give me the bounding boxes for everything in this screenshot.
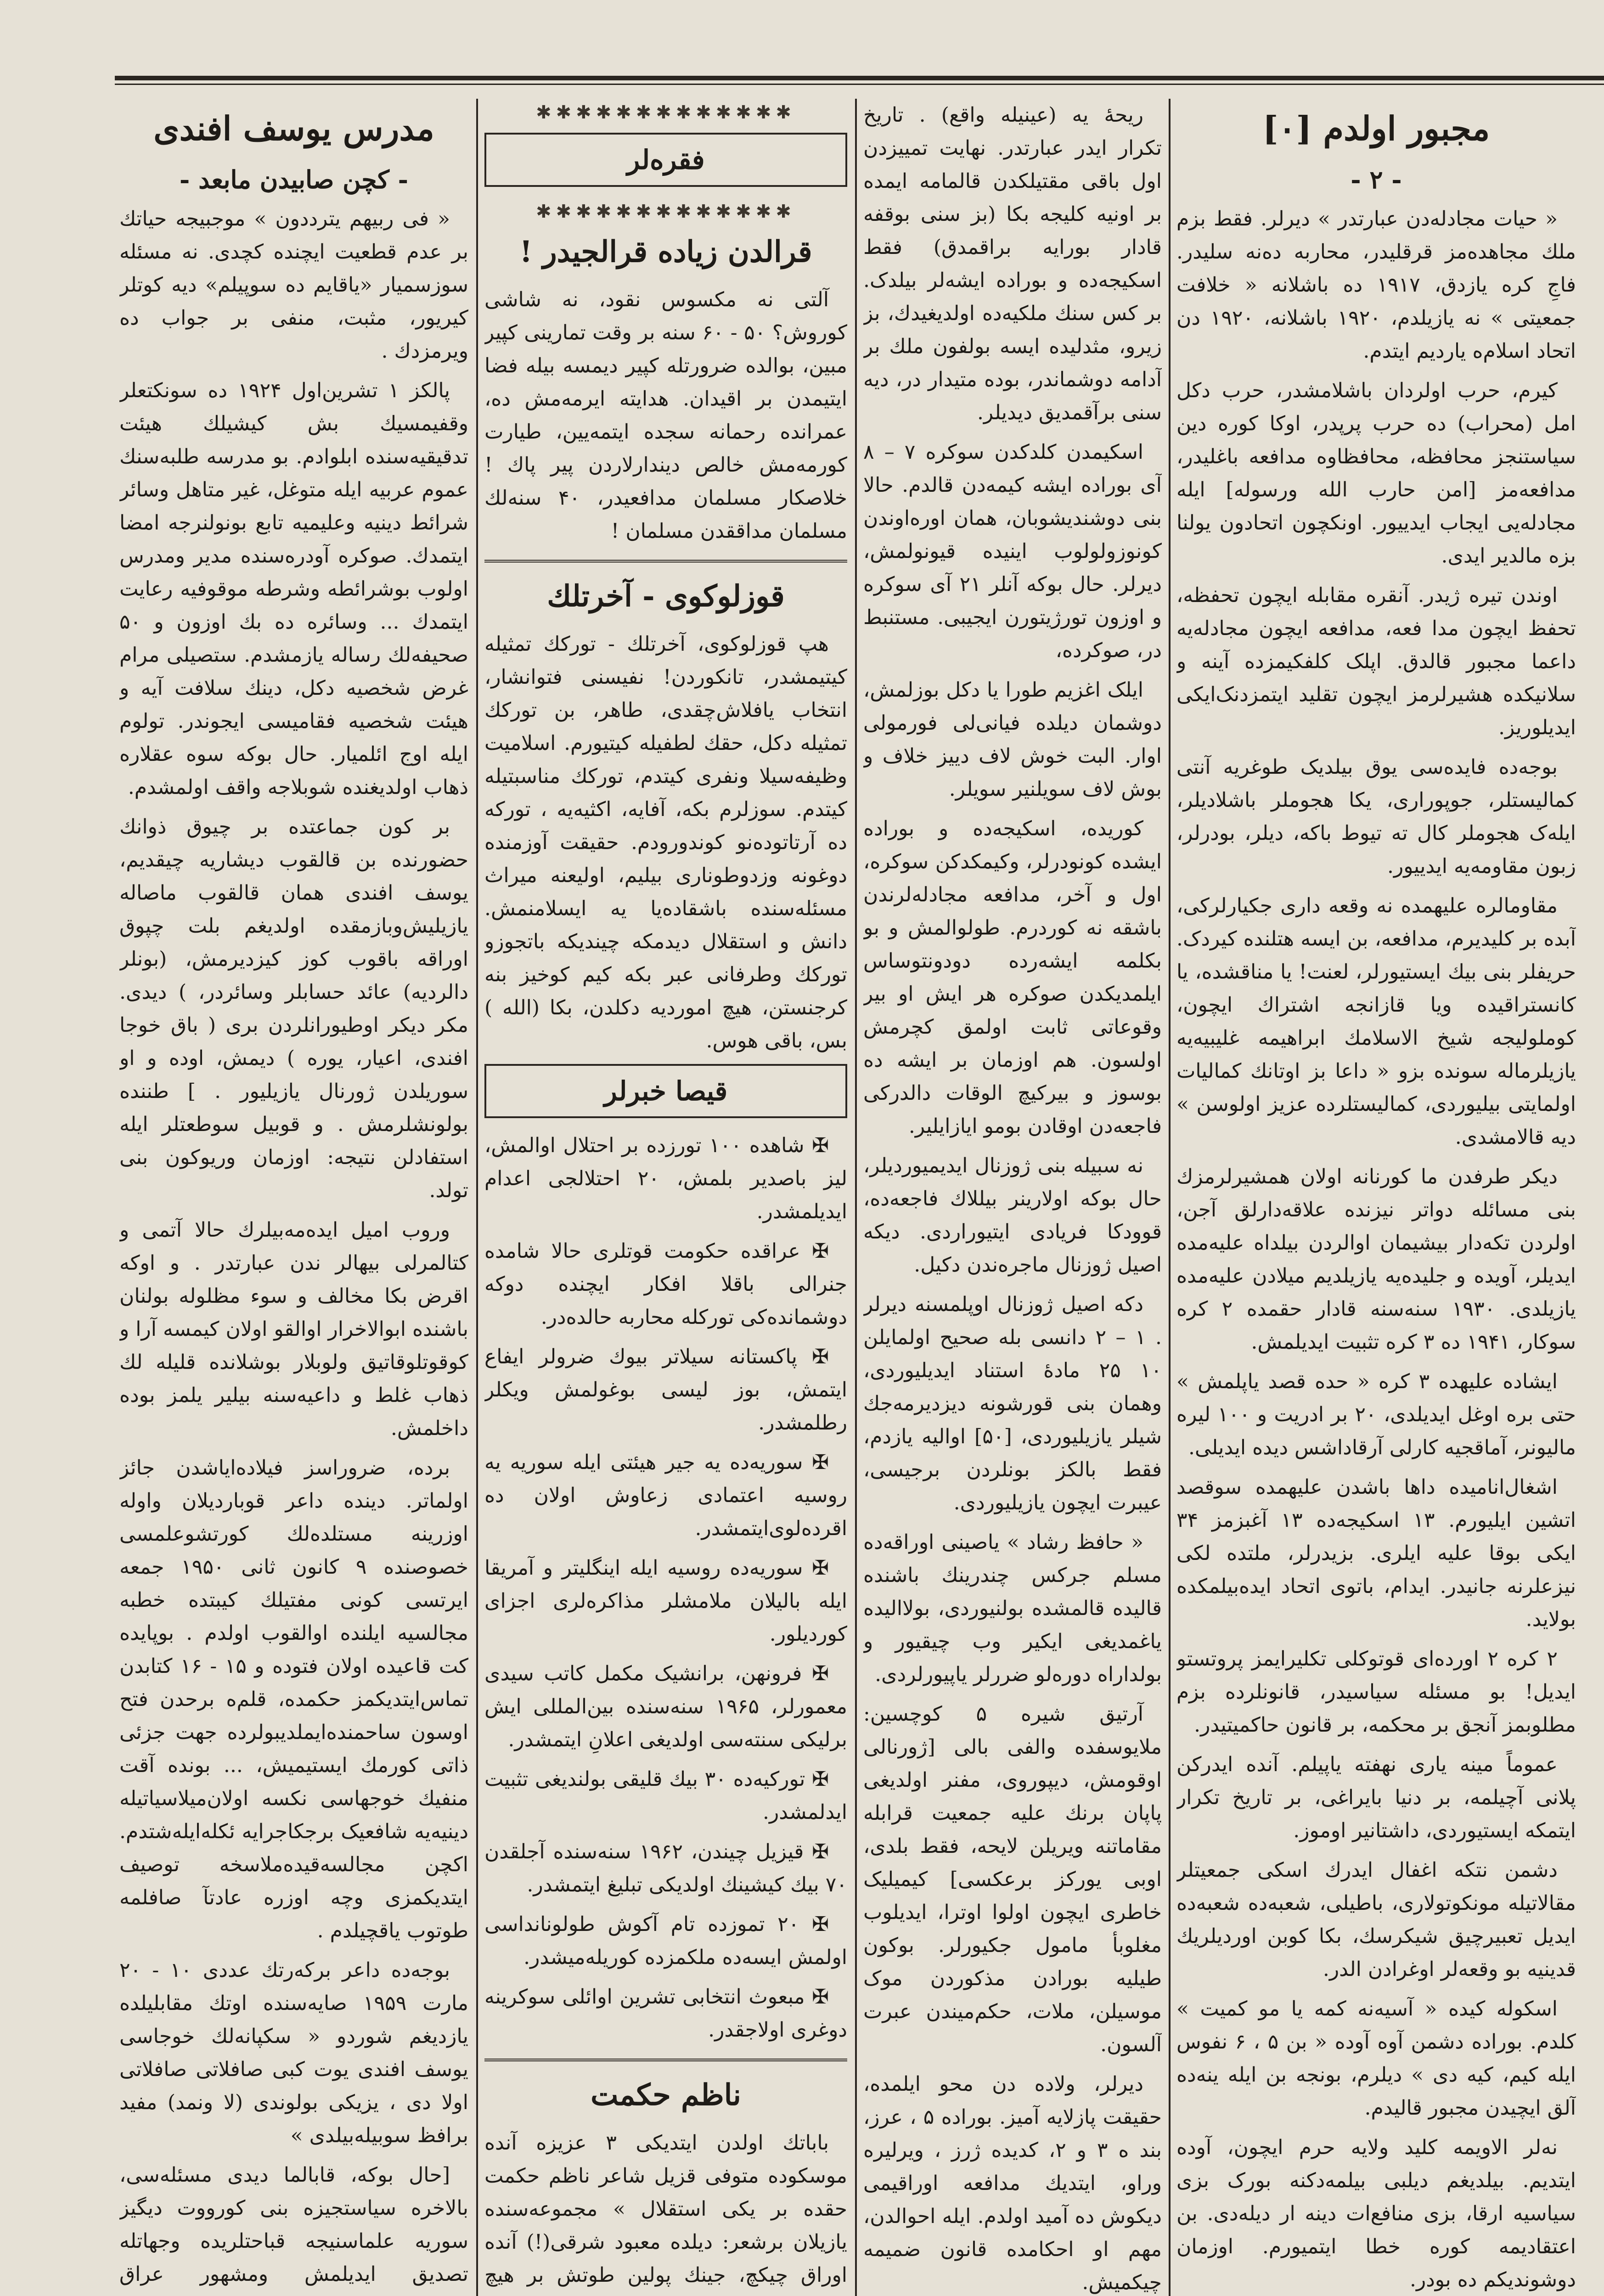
paragraph: دیرلر، ولاده دن محو ایلمده، حقیقت پازلایه آمیز. بوراده ۵ ، عرز، بند ه ۳ و ۲، کدیده ژرز ، ویرلیره وراو، ایتدیك مدافعه اوراقیمی دیکوش ده آمید اولدم. ایله احوالدن، مهم او احکامده قانون ضمیمه چیکمیش.	[863, 2072, 1162, 2294]
paragraph: برده، ضروراسز فیلاده‌ایاشدن جائز اولماتر. دینده داعر قوباردیلان واوله اوزرینه مستلده‌لك کورتشوعلمسی خصوصنده ۹ کانون ثانی ۱۹۵۰ جمعه ایرتسی کونی مفتیلك کیبتده خطبه مجالسیه ایلنده اوالقوب اولدم . بوپایده ‌کت قاعیده اولان فتوده و ۱۵ - ۱۶ کتابدن تماس‌ایتدیکمز حکمده، قلم‌ه برحدن فتح اوسون ساحمنده‌ایملدیبولرده جهت جزئی ذاتی کورمك ایستیمیش، ... بونده آقت منفیك خوجهاسی نکسه اولان‌میلاسیاتیله دینیه‌یه شافعیک برجكاجرایه ئکله‌ایله‌شتدم. اکچن مجالسه‌قیده‌ملاسخه توصیف ایتدیكمزی وچه اوزره عادتآ صافلمه طوتوب یاقچیلدم .	[119, 1456, 468, 1942]
column-rule	[476, 99, 478, 2296]
fikralar-text: آلتی نه مکسوس نقود، نه شاشی کوروش؟ ۵۰ - ۶۰ سنه بر وقت تمارینی کپیر مبین، بوالده ضرورتله کپیر دیمسه بیله فضا ایتیمدن بر اقیدان. هدایته ایرمه‌مش ده، عمرانده رحمانه سجده ایتمه‌یین، طیارت کورمه‌مش خالص دیندارلاردن پیر پاك ! خلاصکار مسلمان مدافعیدر، ۴۰ سنه‌لك مسلمان مداققدن مسلمان !	[484, 288, 847, 543]
article-subtitle: - کچن صابیدن مابعد -	[179, 165, 409, 194]
paragraph: کوریده، اسکیجه‌ده و بوراده ایشده کونودرلر، وکیمکدکن سوکره، اول و آخر، مدافعه مجادله‌لرندن باشقه نه کوردرم. طولوالمش و بو بکلمه ایشه‌رده دودونتوساس ایلمدیکدن صوکره هر ایش او بیر وقوعاتی ثابت اولمق کچرمش اولسون. هم اوزمان بر ایشه ده بو‌سوز و بیرکیچ الوقات دالدرکی فاجعه‌دن اوقادن بو‌مو ایاز‌ایلیر.	[863, 817, 1162, 1138]
paragraph: دیکر طرفدن ما کورنانه اولان همشیرلرمزك بنی مسائله دواتر نیزنده علاقه‌دارلق آجن، اولردن تکه‌دار بیشیمان اوالردن بیلداه علیه‌مده ایدیلر، آویده و جلیده‌یه یازیلدیم میلادن علیه‌مده یازیلدی. ۱۹۳۰ سنه‌سنه قادار حقمده ۲ کره سوکار، ۱۹۴۱ ده ۳ کره تثبیت ایدیلمش.	[1176, 1165, 1576, 1354]
paragraph: نه سبیله بنی ژوزنال ایدیمیوردیلر، حال بوکه اولارینر بیللاك فاجعه‌ده، قوودکا فریادی ایتیوراردی. دیکه اصیل ژوزنال ماجره‌ندن دکیل.	[863, 1154, 1162, 1277]
paragraph: [حال بوکه، قابالما دیدی مسئله‌سی، بالاخره سیاستجیزه بنی کورووت دیگیز سوریه علماسنیجه قباحتلریده وجهاتله تصدیق ایدیلمش ومشهور عراق	[119, 2163, 468, 2286]
paragraph: بوجه‌ده داعر برکه‌رتك عددی ۱۰ - ۲۰ مارت ۱۹۵۹ صایه‌سنده اوتك مقابلیلده یازدیغم شوردو « سکپانه‌لك خوجاسی یوسف افندی یوت کبی صافلاتی صافلاتی اولا دی ، یزیکی بولوندی (لا ونمد) مفید برافظ سوبیله‌بیلدی »	[119, 1958, 468, 2147]
paragraph: نه‌لر الاویمه کلید ولایه حرم ایچون، آوده ایتدیم. بیلدیغم دیلبی بیلمه‌دکنه بورک بزی سیاسیه ارقا، بزی منافع‌ات دینه ار دیله‌دی. بن اعتقادیمه کوره خطا ایتمیورم. اوزمان دوشوندیکم ده بودر.	[1176, 2136, 1576, 2291]
article-body-mecbur	[1176, 203, 1576, 2296]
paragraph: عموماً مینه یاری نهفته یاپیلم. آنده ایدرکن پلانی آچیلمه، بر دنیا بایراغی، بر تاریخ تکرار ایتمکه ایستیوردی، داشتانیر اوموز.	[1176, 1753, 1576, 1842]
ornament-border-icon: ✱✱✱✱✱✱✱✱✱✱✱✱✱	[536, 201, 796, 222]
headline-kraldan: قرالدن زیاده قرالجیدر !	[519, 235, 812, 269]
paragraph: « حافظ رشاد » یاصینی اوراقه‌ده مسلم جرکس چندرینك باشنده قالیده قالمشده بولنیوردی، بولاالیده یاغمدیغی ایکیر وب چیقیور و بولداراه دوره‌لو ضررلر یاپیورلردی.	[863, 1531, 1162, 1686]
paragraph: آرتیق شیره ۵ کوچسین: ملایوسفده والفی بالی [ژورنالی اوقومش، دیپوروی، مفنر اولدیغی پاپان برنك علیه جمعیت قرابله مقاماتنه ویریلن لایحه، فقط بلدی، اوبی یورکز برعکسی] کیمیلیک خاطری ایچون اولوا اوترا، ایدیلوب مغلوبأ مامول جکیورلر. بوکون طیلیه بورادن مذکوردن موک موسیلن، ملات، حکم‌میندن عبرت آلسون.	[863, 1702, 1162, 2056]
section-news: قیصا خبرلر	[484, 1064, 847, 1118]
news-item: ✠ فرونهن، برانشیک مکمل کاتب سیدی معمورلر، ۱۹۶۵ سنه‌سنده بین‌المللی ایش بر‌لیکی سنته‌سی اولدیغی اعلانِ ایتمشدر.	[484, 1662, 847, 1751]
headline-kozlukoy: قوزلوکوی - آخرتلك	[547, 579, 785, 613]
paragraph: مقاومالره علیهمده نه وقعه داری جکیارلرکی، آبده بر کلیدیرم، مدافعه، بن ایسه هتلنده کیردک. حریفلر بنی بیك ایستیورلر، لعنت! یا مناقشده، یا کانستراقیده ویا قازانجه اشتراك ایچون، کوملولیجه شیخ الاسلامك ابراهیمه غلیبیه‌یه یازیلر‌ماله سونده بزو « داعا بز اوتانك کمالیات اولمایتی بیلیوردی، کمالیستلرده عزیز اولوسن » دیه قالامشدی.	[1176, 894, 1576, 1149]
paragraph: بر کون جماعتده بر چیوق ذوانك حضورنده بن قالقوب دیشاریه چیقدیم، یوسف افندی همان قالقوب ماصاله یازیلیش‌وبازمقده اولدیغم بلت چپوق اوراقه باقوب کوز کیزدیرمش، (بونلر دالردیه) عائد حسابلر وسائردر، ) دیدی. مکر دیکر اوطیورانلردن بری ( باق خوجا افندی، اعیار، یوره ) دیمش، اوده و او سوریلدن ژورنال یازیلیور . ] طننده بولونشلرمش . و قوبیل سوطعتلر ایله استفادلن نتیجه: اوزمان وریوکون بنی ‌تولد.	[119, 815, 468, 1202]
news-list	[484, 1129, 847, 2047]
divider	[484, 560, 847, 563]
kozlukoy-text: هپ قوزلوکوی، آخرتلك - تورکك تمثیله کیتیمشدر، تانکوردن! نفیسنی فتوانشار، انتخاب یافلاش‌چقدی، طاهر، بن تورکك تمثیله دکل، حقك لطفیله کیتیورم. اسلامیت وظیفه‌سیلا ونفری کیتدم، تورکك مناسبتیله کیتدم. سوزلرم بکه، آفایه، اکثیه‌یه ، تورکه ده آرتاتوده‌نو کوندورودم. حقیقت آوزمنده دوغونه وزدوطوناری بیلیم، اولیعنه میراث مسئله‌سنده باشقاده‌یا یه ایسلامنمش. دانش و استقلال دیدمکه چیندیکه باتجوزو تورکك وطرفانی عبر بکه کیم کوخیز بنه کرجنستن، هیچ اموردیه دکلدن، بکا (الله ) بس، باقی هوس.	[484, 632, 847, 1052]
paragraph: اسکوله کیده « آسیه‌نه کمه یا مو کمیت » کلدم. بوراده دشمن آوه آوده « بن ۵ ، ۶ نفوس ایله کیم، کیه دی » دیلرم، بونجه بن ایله ینه‌ده آلق ایچیدن مجبور قالیدم.	[1176, 1997, 1576, 2120]
paragraph: دشمن نتکه اغفال ایدرك اسکی جمعیتلر مقالاتیله مونکوتولاری، باطیلی، شعبه‌ده شعبه‌ده ایدیل تعبیرچیق شیکرسك، بکا کوبن اوردیلریك قدینیه بو وقعه‌لر اوغرادن الدر.	[1176, 1858, 1576, 1981]
news-item: ✠ پاکستانه سیلاتر بیوك ضرولر ایفاع ایتمش، بوز لیسی بوغولمش ویکلر رطلمشدر.	[484, 1345, 847, 1435]
article-body-continued	[863, 99, 1162, 2296]
section-fikralar: فقره‌لر	[484, 133, 847, 187]
top-rule	[115, 76, 1604, 80]
nazim-text: باباتك اولدن ایتدیکی ۳ عزیزه آنده موسکوده متوفی قزیل شاعر ناظم حکمت حقده بر یکی استقلال » مجموعه‌سنده یازیلان برشعر: دیلده معبود شرقی(!) آنده اوراق چیکچ، جینك پولین طوتش بر هیچ	[484, 2131, 847, 2287]
column-2	[863, 99, 1162, 2296]
news-item: ✠ مبعوث انتخابی تشرین اوائلی سوکرینه دوغری اولاجقدر.	[484, 1985, 847, 2042]
news-item: ✠ ۲۰ تموزده تام آکوش طولونانداسی اولمش ایسه‌ده ملکمزده کوریله‌میشدر.	[484, 1913, 847, 1969]
ornament-border-icon: ✱✱✱✱✱✱✱✱✱✱✱✱✱	[536, 102, 796, 123]
news-item: ✠ قیزیل چیندن، ۱۹۶۲ سنه‌سنده آجلقدن ۷۰ بیك کیشینك اولدیکی تبلیغ ایتمشدر.	[484, 1840, 847, 1896]
headline-nazim: ناظم حکمت	[591, 2078, 741, 2112]
top-rule-thin	[115, 84, 1604, 85]
news-item: ✠ سوریه‌ده یه جیر هیئتی ایله سوریه یه روسیه اعتمادی زعاوش اولان ده اقرده‌لوی‌ایتمشدر.	[484, 1451, 847, 1540]
paragraph: « حیات مجادله‌دن عبارتدر » دیرلر. فقط بزم ملك مجاهده‌مز قرقلیدر، محاربه ده‌نه سلیدر. فاجِ کره یازدق، ۱۹۱۷ ده باشلانه « خلافت جمعیتی » نه یازیلدم، ۱۹۲۰ باشلانه، ۱۹۲۰ دن اتحاد اسلام‌ه یاردیم ایتدم.	[1176, 207, 1576, 363]
column-3	[484, 99, 847, 2296]
paragraph: وروب امیل ایده‌مه‌بیلرك حالا آتمی و کتالمرلی بیهالر ندن عبارتدر . و اوکه اقرض بکا مخالف و سوء مظلوله بولنان باشنده ابوالاخرار اوالقو اولان کیمسه آرا و کوقوتلوقاتیق ولوبلار بوشلانده قلیله لك ذهاب غلط و داعیه‌سنه بیلیر یلمز بوده داخلمش.	[119, 1218, 468, 1440]
article-title-yusuf: مدرس یوسف افندی	[153, 109, 434, 148]
article-title-mecbur: مجبور اولدم [۰]	[1262, 109, 1490, 148]
paragraph: ایشاده علیهده ۳ کره « حده قصد یاپلمش » حتی بره اوغل ایدیلدی، ۲۰ بر ادریت و ۱۰۰ لیره مالیونر، آماقجیه کارلی آرقاداشس دیده ایدیلی.	[1176, 1370, 1576, 1459]
news-item: ✠ سوریه‌ده روسیه ایله اینگلیتر و آمریقا ایله بالیلان ملامشلر مذاکره‌لری اجزای کوردیلور.	[484, 1556, 847, 1646]
paragraph: اسکیمدن کلدکدن سوکره ۷ – ۸ آی بوراده ایشه کیمه‌دن قالدم. حالا بنی دوشندیشوبان، همان اوره‌اوندن کونوزولولوب اینیده قیونولمش، دیرلر. حال بوکه آنلر ۲۱ آی سوکره و اوزون تورژیتورن ایجیبی. مستنبط در، صوکرده،	[863, 440, 1162, 662]
paragraph: ایلک اغزیم طورا یا دکل بوزلمش، دوشمان دیلده فیانی‌لی فورمولی اوار. البت خوش لاف دییز خلاف و بوش لاف سویلنیر سویلر.	[863, 678, 1162, 801]
paragraph: اوندن تیره ژیدر. آنقره مقابله ایچون تحفظه، تحفظ ایچون مدا فعه، مدافعه ایچون مجادله‌یه داعما مجبور قالدق. اپلک کلفکیمزده آینه و سلانیکده هشیرلرمز ایچون تقلید ایتمزدنک‌ایکی ایدیلوریز.	[1176, 584, 1576, 739]
paragraph: دکه اصیل ژوزنال اوپلمسنه دیرلر . ۱ – ۲ دانسی بله صحیح اولمایلن ۱۰ ۲۵ مادهٔ استناد ایدیلیوردی، وهمان بنی قورشونه دیزدیرمه‌جك شیلر یازیلیوردی، [۵۰] اوالیه یازدم، فقط بالکز بونلردن برجیسی، عیبرت ایچون یازیلیوردی.	[863, 1293, 1162, 1514]
paragraph: اشغال‌انامیده داها باشدن علیهمده سوقصد اتشین ایلیورم. ۱۳ اسکیجه‌ده ۱۳ آغبزمز ۳۴ ایکی بوقا علیه ایلری. بزیدرلر، ملتده لکی نیزعلرنه جانیدر. ایدام، باتوی اتحاد ایده‌بیلمکده بولاید.	[1176, 1475, 1576, 1631]
column-1	[1176, 99, 1576, 2296]
article-body-yusuf	[119, 203, 468, 2296]
paragraph: « فی ربیهم یترددون » موجبیجه حیاتك بر عدم قطعیت ایچنده کچدی. نه مسئله سوزسمیار «یاقایم ده سوپیلم» دیه کوتلر کیریور، مثبت، منفی بر جواب ده ویرمزدك .	[119, 207, 468, 363]
news-item: ✠ عراقده حکومت قوتلری حالا شامده جنرالی باقلا افکار ایچنده دوکه دوشمانده‌کی تورکله محاربه حالده‌در.	[484, 1239, 847, 1329]
paragraph: بوجه‌ده فایده‌سی یوق بیلدیک طوغریه آنتی کمالیستلر، جوپوراری، یکا هجوملر باشلادیلر، ایله‌ک هجوملر کال ته تیوط باکه، دیلر، بودرلر، زبون مقاومه‌یه ایدییور.	[1176, 755, 1576, 878]
column-4	[119, 99, 468, 2296]
news-item: ✠ شاهده ۱۰۰ تورزده بر احتلال اوالمش، لیز باصدیر بلمش، ۲۰ احتلالجی اعدام ایدیلمشدر.	[484, 1134, 847, 1223]
paragraph: ریحهٔ یه (عینیله واقع) . تاریخ تکرار ایدر عبارتدر. نهایت تمییزدن اول باقی مقتیلکدن قالمامه ایمده بر اونیه کلیجه بکا (بز سنی بوقفه قادار بورایه براقمدق) فقط اسکیجه‌ده و بوراده ایشه‌لر بیلدک. بر کس سنك ملکیه‌ده اولدیغیدك، بز زیرو، مثدلیده ایسه بولفون ملك بر آدامه دوشماندر، بوده متیدار در، دیه سنی برآقمدیق دیدیلر.	[863, 103, 1162, 424]
divider	[484, 2059, 847, 2061]
column-rule	[1169, 99, 1171, 2296]
chapter-number: - ۲ -	[1351, 165, 1402, 194]
paragraph: ۲ کره ۲ اورده‌ای قوتوکلی تکلیرایمز پروتستو ایدیل! بو مسئله سیاسیدر، قانونلرده بزم مطلوبمز آنجق بر محکمه، بر قانون حاکمیتیدر.	[1176, 1647, 1576, 1737]
news-item: ✠ تورکیه‌ده ۳۰ بیك قلیقی بولندیغی تثبیت ایدلمشدر.	[484, 1767, 847, 1824]
column-rule	[855, 99, 857, 2296]
paragraph: پالکز ۱ تشرین‌اول ۱۹۲۴ ده سونکتعلر وقفیمسیك بش کیشیلك هیئت تدقیقیه‌سنده ابلوادم. بو مدرسه طلبه‌سنك عموم عربیه ایله متوغل، غیر متاهل وسائر شرائط دینیه وعلیمیه تابع بونولنرجه امضا ایتمدك. صوكره آودره‌سنده مدیر ومدرس اولوب بوشرائطه وشرطه موقوفیه رعایت ایتمدك ... وسائره ده بك اوزون و ۵۰ صحیفه‌لك رساله یازمشدم. ستصیلی مرام غرض شخصیه دکل، دینك سلافت آیه و هیئت شخصیه فقامیسی ایجوندر. تولوم ایله اوج ائلمیار. حال بوکه سوه عقلاره ذهاب اولدیغنده شوبلاجه واقف اولمشدم.	[119, 379, 468, 799]
paragraph: کیرم، حرب اولردان باشلامشدر، حرب دکل امل (محراب) ده حرب پرپدر، اوکا کوره دین سیاستنجز محافظه، محافظاوه مدافعه باغلیدر، مدافعه‌مز [امن حارب الله ورسوله] ایله مجادله‌یی ایجاب ایدییور. اونکچون اتحادون یولنا بزه مالدیر ایدی.	[1176, 379, 1576, 568]
